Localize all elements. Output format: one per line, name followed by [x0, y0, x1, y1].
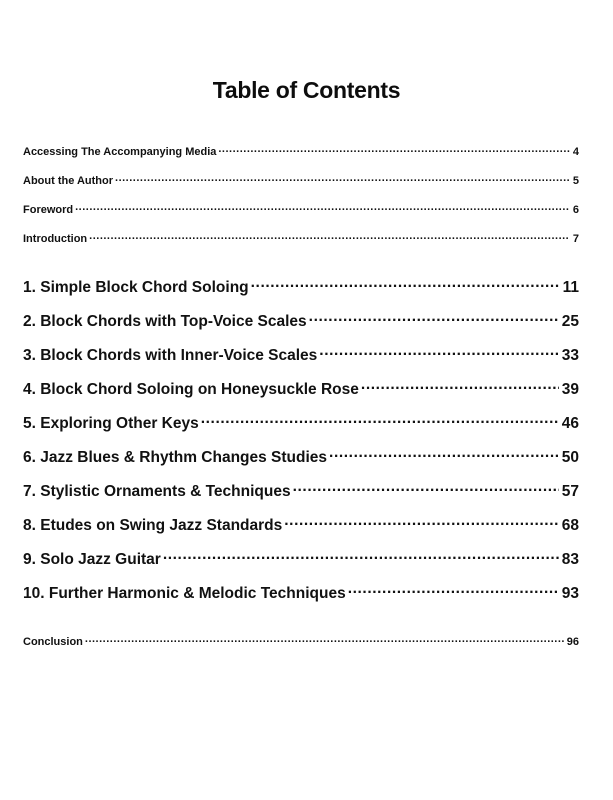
toc-chapter-page: 50	[561, 448, 579, 466]
toc-entry-introduction[interactable]	[23, 231, 579, 245]
toc-chapter-10[interactable]	[23, 582, 579, 602]
toc-entry-page: 4	[572, 146, 579, 158]
toc-chapter-label: 9. Solo Jazz Guitar	[23, 550, 161, 568]
dot-leader	[218, 144, 570, 155]
dot-leader	[309, 310, 559, 326]
toc-entry-label: Conclusion	[23, 636, 83, 648]
toc-chapter-label: 5. Exploring Other Keys	[23, 414, 199, 432]
dot-leader	[75, 202, 570, 213]
dot-leader	[163, 548, 559, 564]
toc-entry-conclusion[interactable]	[23, 634, 579, 648]
toc-entry-label: Accessing The Accompanying Media	[23, 146, 217, 158]
toc-chapter-label: 6. Jazz Blues & Rhythm Changes Studies	[23, 448, 328, 466]
toc-chapter-6[interactable]	[23, 446, 579, 466]
toc-entry-page: 6	[572, 204, 579, 216]
toc-chapter-label: 8. Etudes on Swing Jazz Standards	[23, 516, 283, 534]
toc-chapter-5[interactable]	[23, 412, 579, 432]
toc-chapter-label: 10. Further Harmonic & Melodic Techniques	[23, 584, 346, 602]
toc-chapter-page: 57	[561, 482, 579, 500]
toc-entry-page: 5	[572, 175, 579, 187]
dot-leader	[85, 634, 564, 645]
toc-chapter-label: 1. Simple Block Chord Soloing	[23, 278, 249, 296]
toc-chapter-label: 3. Block Chords with Inner-Voice Scales	[23, 346, 318, 364]
toc-entry-page: 96	[566, 636, 579, 648]
dot-leader	[348, 582, 559, 598]
toc-entry-label: Introduction	[23, 233, 88, 245]
toc-chapter-page: 11	[562, 278, 579, 296]
toc-chapter-page: 68	[561, 516, 579, 534]
page-title: Table of Contents	[212, 77, 401, 104]
dot-leader	[293, 480, 559, 496]
dot-leader	[329, 446, 559, 462]
toc-entry-foreword[interactable]	[23, 202, 579, 216]
dot-leader	[89, 231, 570, 242]
toc-chapter-page: 93	[561, 584, 579, 602]
toc-chapter-3[interactable]	[23, 344, 579, 364]
toc-chapter-1[interactable]	[23, 276, 579, 296]
toc-entry-label: Foreword	[23, 204, 74, 216]
dot-leader	[319, 344, 558, 360]
toc-chapter-7[interactable]	[23, 480, 579, 500]
toc-chapter-4[interactable]	[23, 378, 579, 398]
toc-entry-about-author[interactable]	[23, 173, 579, 187]
dot-leader	[201, 412, 559, 428]
dot-leader	[361, 378, 559, 394]
toc-chapter-page: 39	[561, 380, 579, 398]
dot-leader	[284, 514, 559, 530]
dot-leader	[251, 276, 560, 292]
toc-chapter-page: 46	[561, 414, 579, 432]
toc-chapter-label: 4. Block Chord Soloing on Honeysuckle Rose	[23, 380, 359, 398]
toc-entry-accessing-media[interactable]	[23, 144, 579, 158]
toc-entry-page: 7	[572, 233, 579, 245]
dot-leader	[115, 173, 570, 184]
toc-entry-label: About the Author	[23, 175, 114, 187]
toc-chapter-9[interactable]	[23, 548, 579, 568]
toc-chapter-label: 2. Block Chords with Top-Voice Scales	[23, 312, 307, 330]
toc-chapter-page: 25	[561, 312, 579, 330]
toc-chapter-label: 7. Stylistic Ornaments & Techniques	[23, 482, 291, 500]
toc-chapter-2[interactable]	[23, 310, 579, 330]
toc-chapter-8[interactable]	[23, 514, 579, 534]
toc-chapter-page: 33	[561, 346, 579, 364]
toc-chapter-page: 83	[561, 550, 579, 568]
